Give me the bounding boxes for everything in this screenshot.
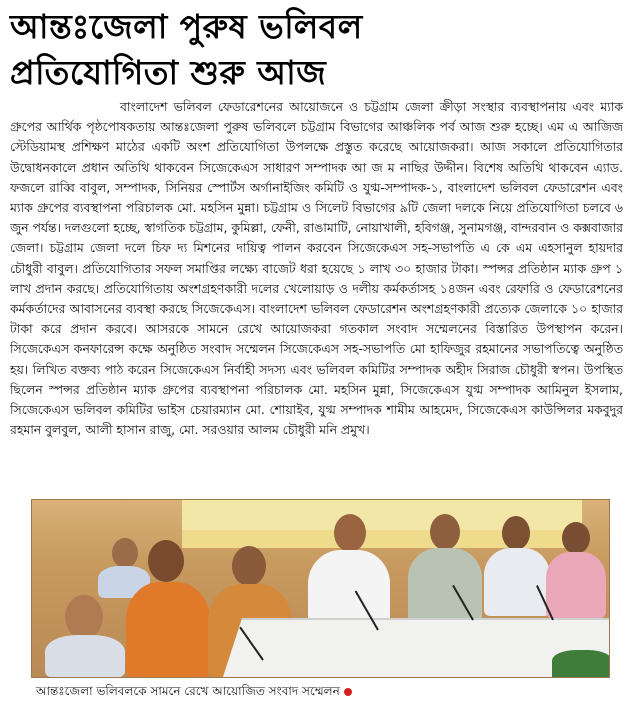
person-3 — [120, 540, 215, 677]
headline-line-2: প্রতিযোগিতা শুরু আজ — [10, 53, 327, 92]
headline — [10, 4, 625, 96]
caption-bullet-icon — [344, 688, 352, 696]
person-5 — [304, 514, 394, 634]
person-8 — [544, 522, 608, 618]
person-1 — [40, 595, 130, 677]
headline-line-1: আন্তঃজেলা পুরুষ ভলিবল — [10, 7, 363, 46]
person-6 — [404, 514, 486, 624]
press-conference-photo — [31, 499, 610, 678]
table-plant — [552, 650, 610, 677]
photo-caption — [36, 681, 596, 701]
article-body: বাংলাদেশ ভলিবল ফেডারেশনের আয়োজনে ও চট্টগ্রাম জেলা ক্রীড়া সংস্থার ব্যবস্থাপনায় এবং ম্যাক গ্রুপের আর্থিক পৃষ্ঠপোষকতায় আন্তঃজেলা পুরুষ ভলিবলে চট্টগ্রাম বিভাগের আঞ্চলিক পর্ব আজ শুরু হচ্ছে। এম এ আজিজ স্টেডিয়ামস্থ প্রশিক্ষণ মাঠের একটি অংশ প্রতিযোগিতা উপলক্ষে প্রস্তুত করেছে আয়োজকরা। আজ সকালে প্রতিযোগিতার উদ্বোধনকালে প্রধান অতিথি থাকবেন সিজেকেএস সাধারণ সম্পাদক আ জ ম নাছির উদ্দীন। বিশেষ অতিথি থাকবেন এ্যাড. ফজলে রাব্বি বাবুল, সম্পাদক, সিনিয়র স্পোর্টস অর্গানাইজিং কমিটি ও যুগ্ম-সম্পাদক-১, বাংলাদেশ ভলিবল ফেডারেশন এবং ম্যাক গ্রুপের ব্যবস্থাপনা পরিচালক মো. মহসিন মুন্না। চট্টগ্রাম ও সিলেট বিভাগের ৯টি জেলা দলকে নিয়ে প্রতিযোগিতা চলবে ৬ জুন পর্যন্ত। দলগুলো হচ্ছে, স্বাগতিক চট্টগ্রাম, কুমিল্লা, ফেনী, রাঙামাটি, নোয়াখালী, হবিগঞ্জ, সুনামগঞ্জ, বান্দরবান ও কক্সবাজার জেলা। চট্টগ্রাম জেলা দলে চিফ দ্য মিশনের দায়িত্ব পালন করবেন সিজেকেএস সহ-সভাপতি এ কে এম এহসানুল হায়দার চৌধুরী বাবুল। প্রতিযোগিতার সফল সমাপ্তির লক্ষ্যে বাজেট ধরা হয়েছে ১ লাখ ৩০ হাজার টাকা। স্পন্সর প্রতিষ্ঠান ম্যাক গ্রুপ ১ লাখ প্রদান করছে। প্রতিযোগিতায় অংশগ্রহণকারী দলের খেলোয়াড় ও দলীয় কর্মকর্তাসহ ১৪জন এবং রেফারি ও ফেডারেশনের কর্মকর্তাদের আবাসনের ব্যবস্থা করছে সিজেকেএস। বাংলাদেশ ভলিবল ফেডারেশন অংশগ্রহণকারী প্রত্যেক জেলাকে ১০ হাজার টাকা করে প্রদান করবে। আসরকে সামনে রেখে আয়োজকরা গতকাল সংবাদ সম্মেলনের বিস্তারিত উপস্থাপন করেন। সিজেকেএস কনফারেন্স কক্ষে অনুষ্ঠিত সংবাদ সম্মেলন সিজেকেএস সহ-সভাপতি মো হাফিজুর রহমানের সভাপতিত্বে অনুষ্ঠিত হয়। লিখিত বক্তব্য পাঠ করেন সিজেকেএস নির্বাহী সদস্য এবং ভলিবল কমিটির সম্পাদক অহীদ সিরাজ চৌধুরী স্বপন। উপস্থিত ছিলেন স্পন্সর প্রতিষ্ঠান ম্যাক গ্রুপের ব্যবস্থাপনা পরিচালক মো. মহসিন মুন্না, সিজেকেএস যুগ্ম সম্পাদক আমিনুল ইসলাম, সিজেকেএস ভলিবল কমিটির ভাইস চেয়ারম্যান মো. শোয়াইব, যুগ্ম সম্পাদক শামীম আহমেদ, সিজেকেএস কাউন্সিলর মকবুদুর রহমান বুলবুল, আলী হাসান রাজু, মো. সরওয়ার আলম চৌধুরী মনি প্রমুখ। — [10, 99, 623, 438]
caption-text: আন্তঃজেলা ভলিবলকে সামনে রেখে আয়োজিত সংবাদ সম্মেলন — [36, 684, 340, 698]
person-7 — [482, 516, 552, 616]
